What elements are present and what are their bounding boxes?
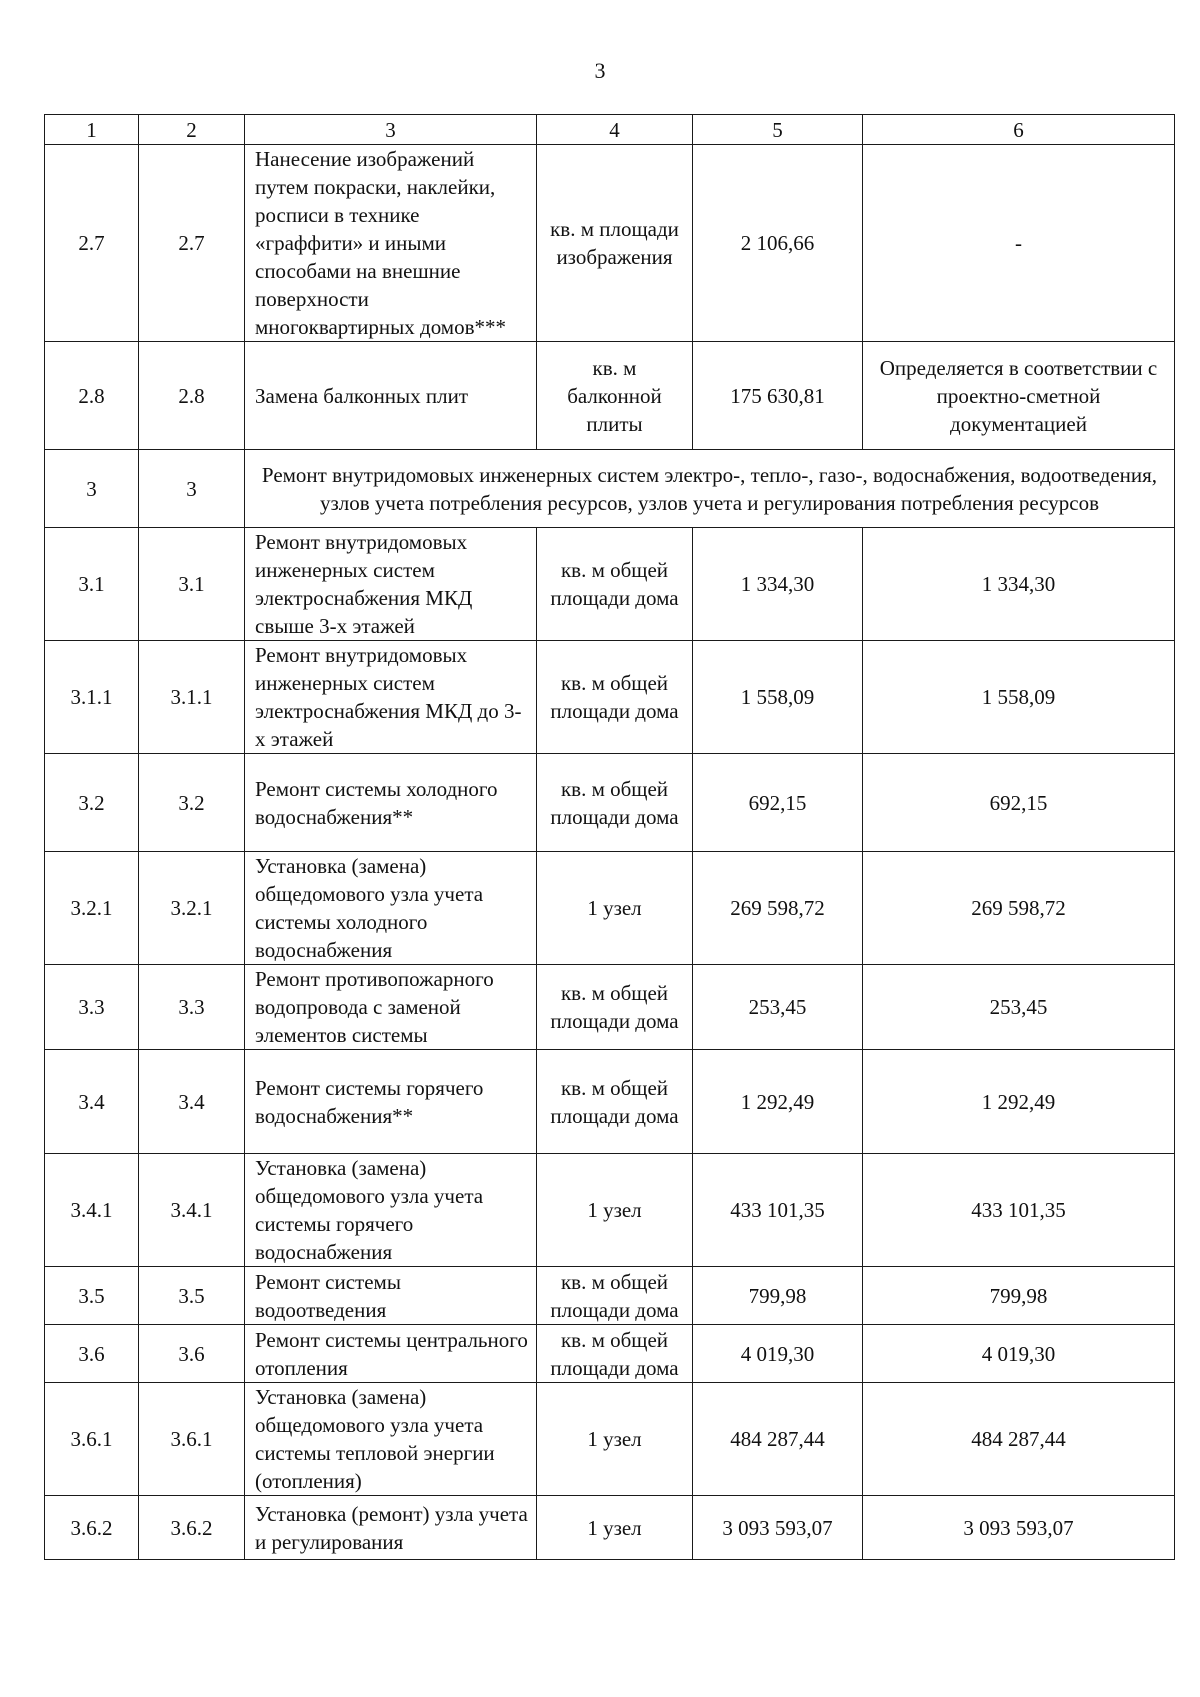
work-name-cell: Ремонт системы центрального отопления bbox=[245, 1325, 537, 1383]
row-code-cell: 3.1.1 bbox=[139, 641, 245, 754]
rate-cell: 692,15 bbox=[693, 754, 863, 852]
unit-cell: кв. м общей площади дома bbox=[537, 641, 693, 754]
limit-cell: - bbox=[863, 145, 1175, 342]
table-row bbox=[45, 1154, 1175, 1267]
row-number-cell: 3.4.1 bbox=[45, 1154, 139, 1267]
row-code-cell: 3.4 bbox=[139, 1050, 245, 1154]
row-number-cell: 3.6.1 bbox=[45, 1383, 139, 1496]
rate-cell: 269 598,72 bbox=[693, 852, 863, 965]
rates-table bbox=[44, 114, 1175, 1560]
table-row bbox=[45, 145, 1175, 342]
rate-cell: 1 334,30 bbox=[693, 528, 863, 641]
limit-cell: Определяется в соответствии с проектно-сметной документацией bbox=[863, 342, 1175, 450]
row-code-cell: 3.6.2 bbox=[139, 1496, 245, 1560]
table-row bbox=[45, 641, 1175, 754]
limit-cell: 484 287,44 bbox=[863, 1383, 1175, 1496]
table-row bbox=[45, 1383, 1175, 1496]
unit-cell: кв. м балконной плиты bbox=[537, 342, 693, 450]
work-name-cell: Замена балконных плит bbox=[245, 342, 537, 450]
work-name-cell: Ремонт внутридомовых инженерных систем электроснабжения МКД до 3-х этажей bbox=[245, 641, 537, 754]
header-cell: 2 bbox=[139, 115, 245, 145]
limit-cell: 1 334,30 bbox=[863, 528, 1175, 641]
work-name-cell: Ремонт внутридомовых инженерных систем электроснабжения МКД свыше 3-х этажей bbox=[245, 528, 537, 641]
row-code-cell: 3.2 bbox=[139, 754, 245, 852]
row-code-cell: 3.3 bbox=[139, 965, 245, 1050]
rate-cell: 175 630,81 bbox=[693, 342, 863, 450]
page-number: 3 bbox=[594, 58, 606, 83]
limit-cell: 692,15 bbox=[863, 754, 1175, 852]
unit-cell: 1 узел bbox=[537, 1154, 693, 1267]
unit-cell: кв. м площади изображения bbox=[537, 145, 693, 342]
row-code-cell: 3.2.1 bbox=[139, 852, 245, 965]
header-cell: 4 bbox=[537, 115, 693, 145]
row-code-cell: 3.4.1 bbox=[139, 1154, 245, 1267]
unit-cell: кв. м общей площади дома bbox=[537, 965, 693, 1050]
limit-cell: 1 558,09 bbox=[863, 641, 1175, 754]
work-name-cell: Установка (ремонт) узла учета и регулирования bbox=[245, 1496, 537, 1560]
row-number-cell: 3.6 bbox=[45, 1325, 139, 1383]
limit-cell: 799,98 bbox=[863, 1267, 1175, 1325]
rate-cell: 1 558,09 bbox=[693, 641, 863, 754]
rate-cell: 1 292,49 bbox=[693, 1050, 863, 1154]
unit-cell: 1 узел bbox=[537, 852, 693, 965]
row-number-cell: 3.3 bbox=[45, 965, 139, 1050]
work-name-cell: Ремонт системы горячего водоснабжения** bbox=[245, 1050, 537, 1154]
section-row bbox=[45, 450, 1175, 528]
table-row bbox=[45, 528, 1175, 641]
header-cell: 5 bbox=[693, 115, 863, 145]
table-row bbox=[45, 1496, 1175, 1560]
rate-cell: 253,45 bbox=[693, 965, 863, 1050]
work-name-cell: Ремонт системы водоотведения bbox=[245, 1267, 537, 1325]
row-code-cell: 2.8 bbox=[139, 342, 245, 450]
limit-cell: 1 292,49 bbox=[863, 1050, 1175, 1154]
row-number-cell: 3.6.2 bbox=[45, 1496, 139, 1560]
rate-cell: 484 287,44 bbox=[693, 1383, 863, 1496]
work-name-cell: Нанесение изображений путем покраски, наклейки, росписи в технике «граффити» и иными способами на внешние поверхности многоквартирных домов*** bbox=[245, 145, 537, 342]
unit-cell: 1 узел bbox=[537, 1383, 693, 1496]
rate-cell: 3 093 593,07 bbox=[693, 1496, 863, 1560]
table-row bbox=[45, 1325, 1175, 1383]
unit-cell: кв. м общей площади дома bbox=[537, 528, 693, 641]
work-name-cell: Ремонт системы холодного водоснабжения** bbox=[245, 754, 537, 852]
work-name-cell: Установка (замена) общедомового узла учета системы горячего водоснабжения bbox=[245, 1154, 537, 1267]
row-code-cell: 2.7 bbox=[139, 145, 245, 342]
unit-cell: кв. м общей площади дома bbox=[537, 1050, 693, 1154]
work-name-cell: Ремонт противопожарного водопровода с заменой элементов системы bbox=[245, 965, 537, 1050]
row-number-cell: 3.4 bbox=[45, 1050, 139, 1154]
table-row bbox=[45, 342, 1175, 450]
header-cell: 3 bbox=[245, 115, 537, 145]
row-code-cell: 3.1 bbox=[139, 528, 245, 641]
header-cell: 6 bbox=[863, 115, 1175, 145]
row-code-cell: 3.5 bbox=[139, 1267, 245, 1325]
unit-cell: 1 узел bbox=[537, 1496, 693, 1560]
row-code-cell: 3 bbox=[139, 450, 245, 528]
limit-cell: 433 101,35 bbox=[863, 1154, 1175, 1267]
row-number-cell: 3.1 bbox=[45, 528, 139, 641]
work-name-cell: Установка (замена) общедомового узла учета системы тепловой энергии (отопления) bbox=[245, 1383, 537, 1496]
row-number-cell: 2.7 bbox=[45, 145, 139, 342]
unit-cell: кв. м общей площади дома bbox=[537, 1325, 693, 1383]
table-header-row bbox=[45, 115, 1175, 145]
unit-cell: кв. м общей площади дома bbox=[537, 754, 693, 852]
row-number-cell: 3.5 bbox=[45, 1267, 139, 1325]
table-row bbox=[45, 754, 1175, 852]
table-row bbox=[45, 852, 1175, 965]
limit-cell: 269 598,72 bbox=[863, 852, 1175, 965]
row-number-cell: 3 bbox=[45, 450, 139, 528]
rate-cell: 433 101,35 bbox=[693, 1154, 863, 1267]
work-name-cell: Установка (замена) общедомового узла учета системы холодного водоснабжения bbox=[245, 852, 537, 965]
table-row bbox=[45, 965, 1175, 1050]
table-row bbox=[45, 1267, 1175, 1325]
rate-cell: 799,98 bbox=[693, 1267, 863, 1325]
row-code-cell: 3.6.1 bbox=[139, 1383, 245, 1496]
row-number-cell: 2.8 bbox=[45, 342, 139, 450]
row-number-cell: 3.1.1 bbox=[45, 641, 139, 754]
rate-cell: 2 106,66 bbox=[693, 145, 863, 342]
limit-cell: 4 019,30 bbox=[863, 1325, 1175, 1383]
row-code-cell: 3.6 bbox=[139, 1325, 245, 1383]
section-title-cell: Ремонт внутридомовых инженерных систем электро-, тепло-, газо-, водоснабжения, водоотведения, узлов учета потребления ресурсов, узлов учета и регулирования потребления ресурсов bbox=[245, 450, 1175, 528]
limit-cell: 253,45 bbox=[863, 965, 1175, 1050]
header-cell: 1 bbox=[45, 115, 139, 145]
limit-cell: 3 093 593,07 bbox=[863, 1496, 1175, 1560]
table-row bbox=[45, 1050, 1175, 1154]
row-number-cell: 3.2.1 bbox=[45, 852, 139, 965]
unit-cell: кв. м общей площади дома bbox=[537, 1267, 693, 1325]
rate-cell: 4 019,30 bbox=[693, 1325, 863, 1383]
row-number-cell: 3.2 bbox=[45, 754, 139, 852]
